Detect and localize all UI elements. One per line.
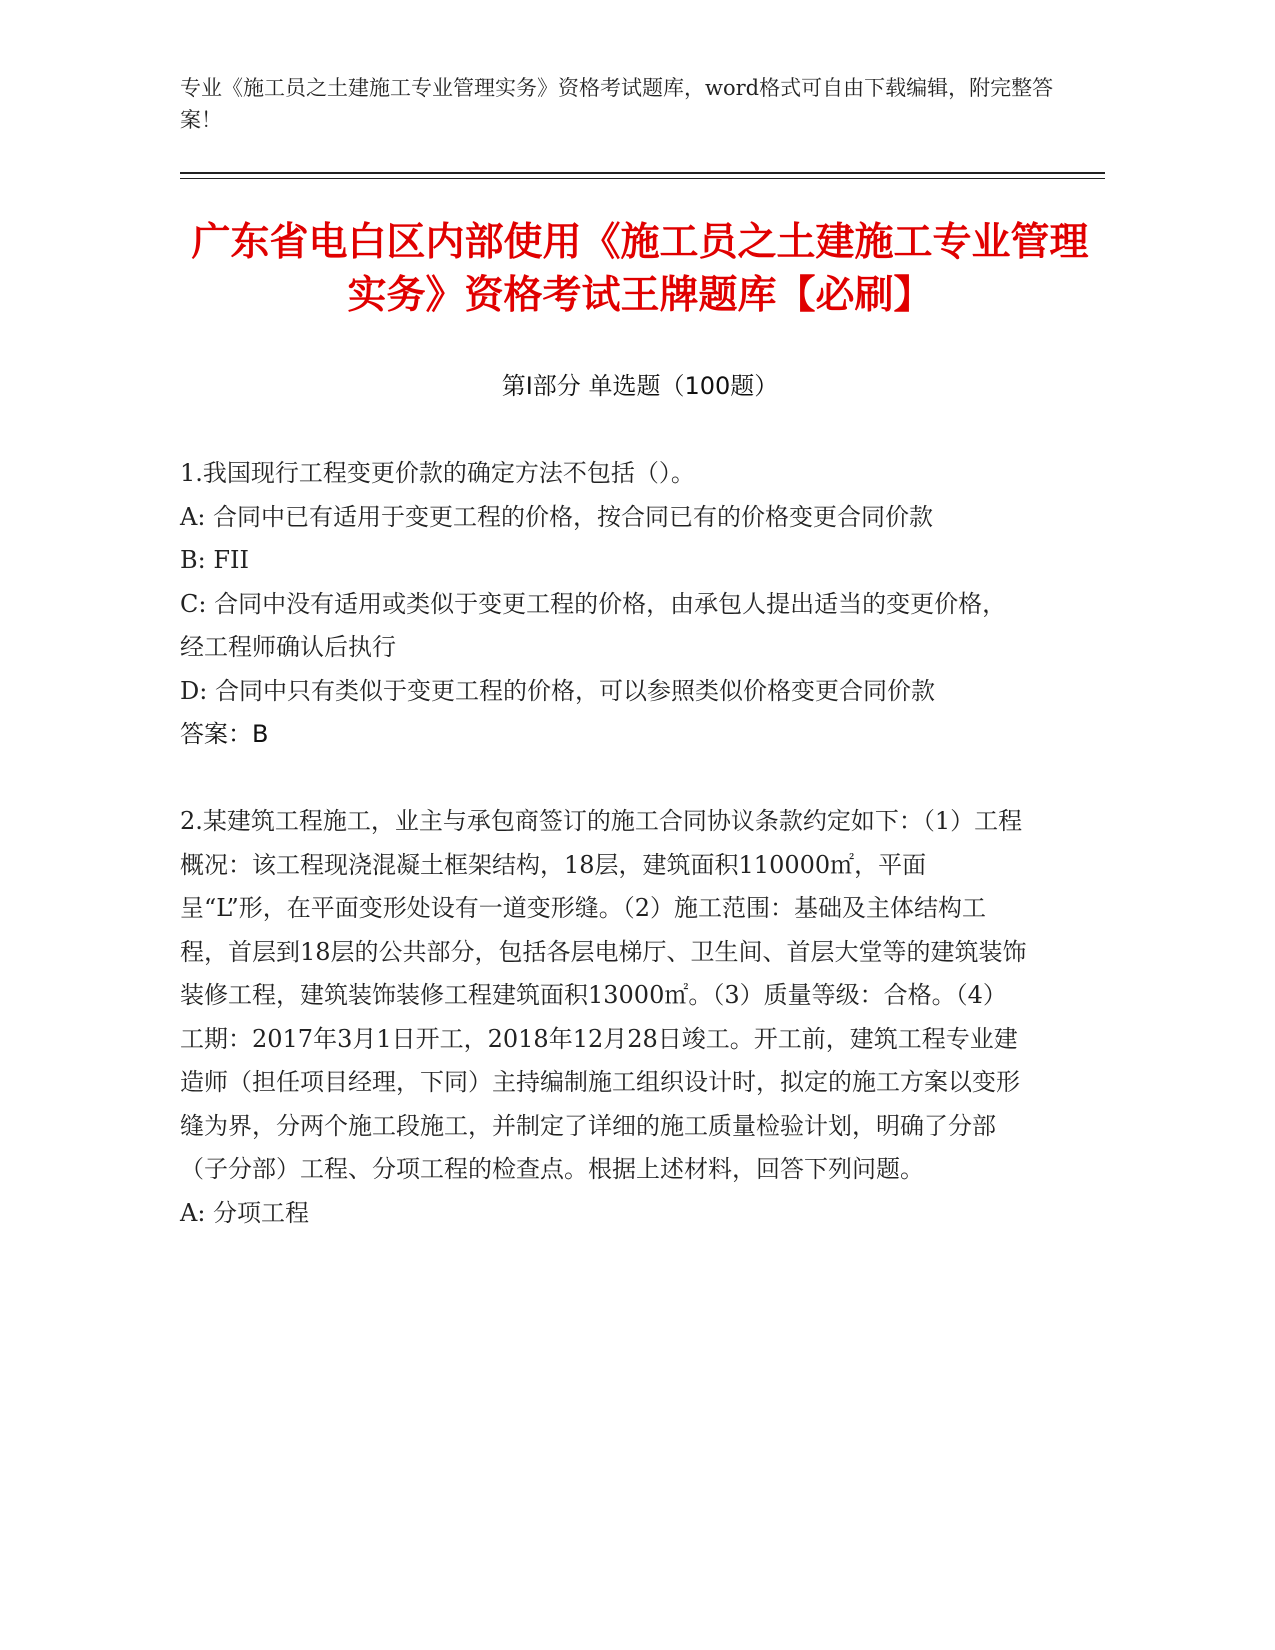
question-list (180, 452, 1030, 1235)
question-stem: 2.某建筑工程施工，业主与承包商签订的施工合同协议条款约定如下：（1）工程概况：该工程现浇混凝土框架结构，18层，建筑面积110000㎡，平面呈“L”形，在平面变形处设有一道变形缝。（2）施工范围：基础及主体结构工程，首层到18层的公共部分，包括各层电梯厅、卫生间、首层大堂等的建筑装饰装修工程，建筑装饰装修工程建筑面积13000㎡。（3）质量等级：合格。（4）工期：2017年3月1日开工，2018年12月28日竣工。开工前，建筑工程专业建造师（担任项目经理，下同）主持编制施工组织设计时，拟定的施工方案以变形缝为界，分两个施工段施工，并制定了详细的施工质量检验计划，明确了分部（子分部）工程、分项工程的检查点。根据上述材料，回答下列问题。 (180, 807, 1027, 1183)
question-2 (180, 800, 1030, 1235)
header-divider (180, 172, 1105, 174)
question-1 (180, 452, 1030, 756)
header-divider-thin (180, 178, 1105, 179)
header-note: 专业《施工员之土建施工专业管理实务》资格考试题库，word格式可自由下载编辑，附完整答案！ (180, 76, 1054, 132)
option-a: A: 分项工程 (180, 1198, 310, 1227)
option-b: B: FII (180, 546, 249, 574)
option-a: A: 合同中已有适用于变更工程的价格，按合同已有的价格变更合同价款 (180, 502, 934, 531)
document-title: 广东省电白区内部使用《施工员之土建施工专业管理实务》资格考试王牌题库【必刷】 (191, 220, 1089, 318)
question-stem: 1.我国现行工程变更价款的确定方法不包括（）。 (180, 459, 695, 487)
section-title: 第I部分 单选题（100题） (501, 372, 779, 400)
answer: 答案：B (180, 720, 269, 748)
option-d: D: 合同中只有类似于变更工程的价格，可以参照类似价格变更合同价款 (180, 676, 935, 705)
option-c: C: 合同中没有适用或类似于变更工程的价格，由承包人提出适当的变更价格，经工程师确认后执行 (180, 589, 1007, 661)
question-spacer (180, 756, 1030, 800)
